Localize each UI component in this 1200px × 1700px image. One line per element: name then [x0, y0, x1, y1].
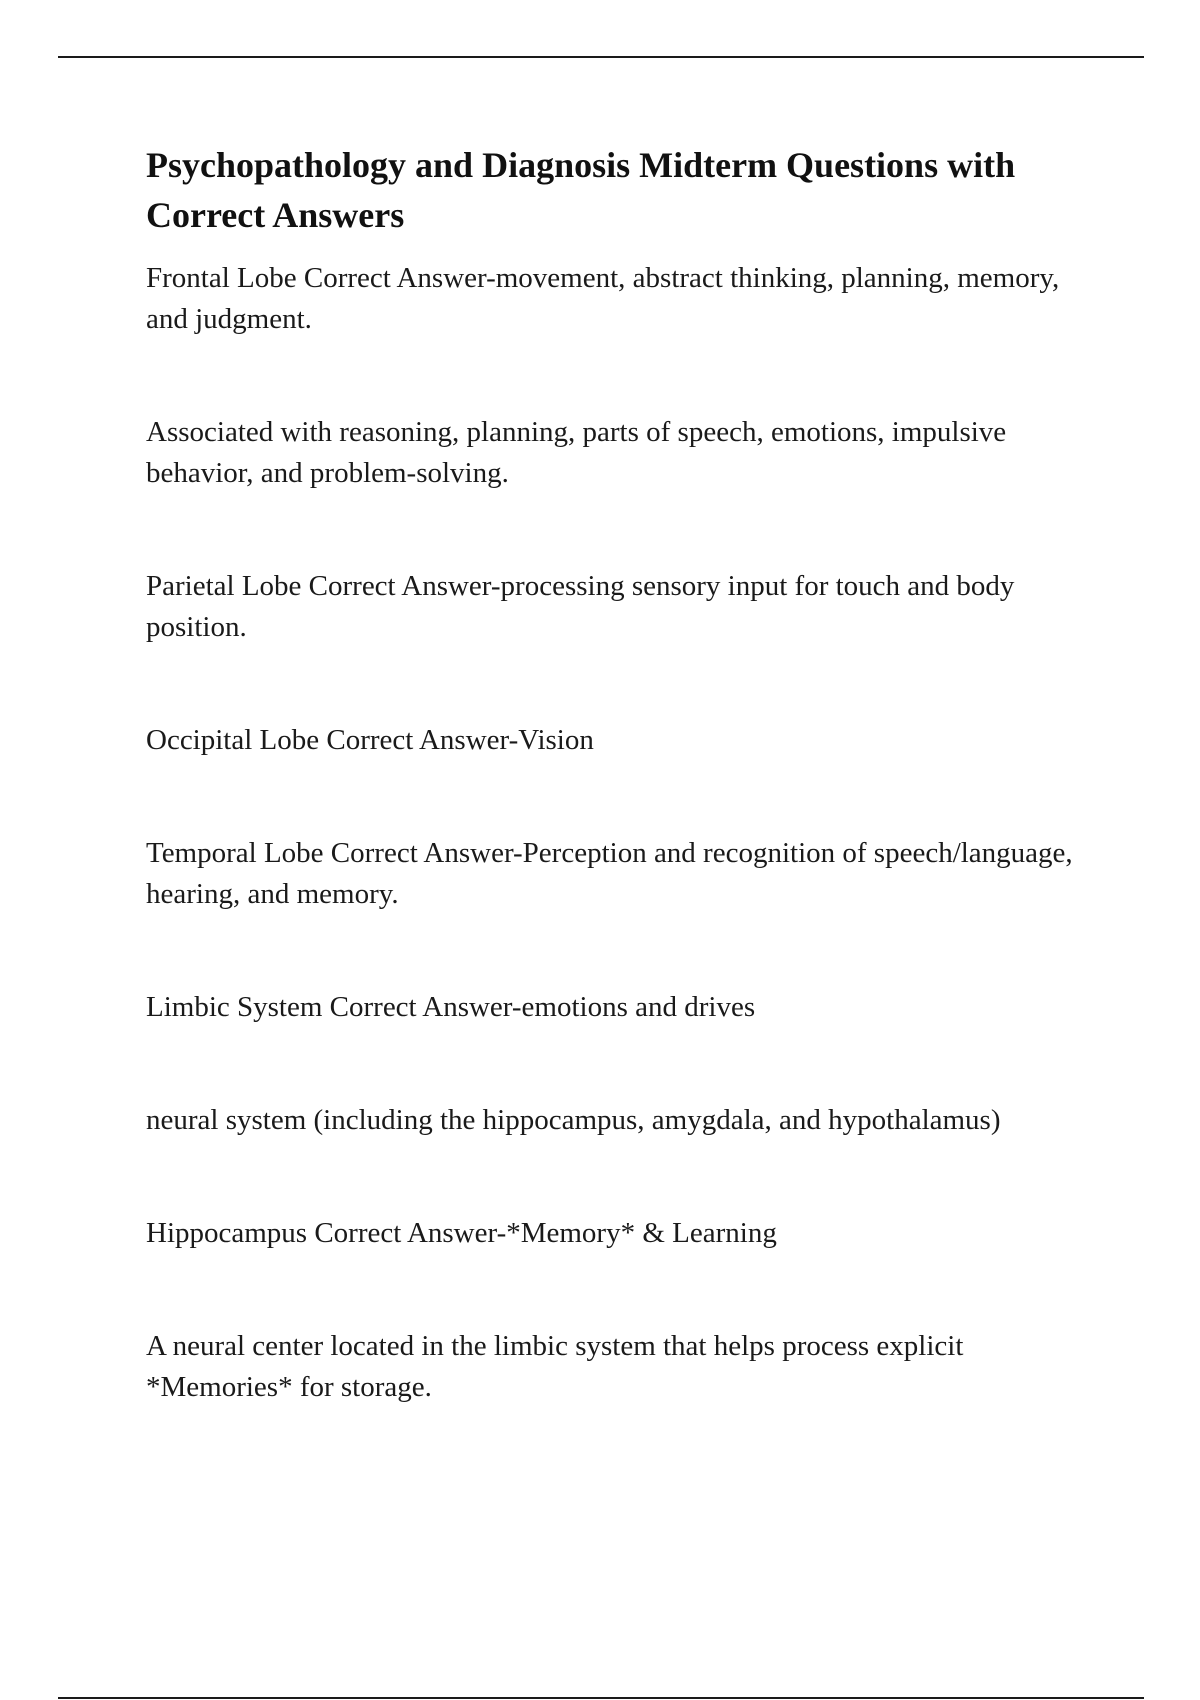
entry-limbic-system: Limbic System Correct Answer-emotions and drives — [146, 991, 756, 1023]
entry-frontal-lobe: Frontal Lobe Correct Answer-movement, abstract thinking, planning, memory, and judgment. — [146, 262, 1060, 335]
entry-hippocampus: Hippocampus Correct Answer-*Memory* & Learning — [146, 1217, 777, 1249]
entry-hippocampus-detail: A neural center located in the limbic system that helps process explicit *Memories* for storage. — [146, 1330, 964, 1403]
entry-limbic-system-detail: neural system (including the hippocampus, amygdala, and hypothalamus) — [146, 1104, 1001, 1136]
entry-temporal-lobe: Temporal Lobe Correct Answer-Perception and recognition of speech/language, hearing, and memory. — [146, 837, 1073, 910]
header-rule — [58, 56, 1144, 58]
footer-rule — [58, 1697, 1144, 1699]
document-body — [146, 140, 1086, 1408]
entry-frontal-lobe-detail: Associated with reasoning, planning, parts of speech, emotions, impulsive behavior, and problem-solving. — [146, 416, 1007, 489]
entry-occipital-lobe: Occipital Lobe Correct Answer-Vision — [146, 724, 594, 756]
entry-parietal-lobe: Parietal Lobe Correct Answer-processing sensory input for touch and body position. — [146, 570, 1015, 643]
document-title: Psychopathology and Diagnosis Midterm Questions with Correct Answers — [146, 145, 1016, 235]
